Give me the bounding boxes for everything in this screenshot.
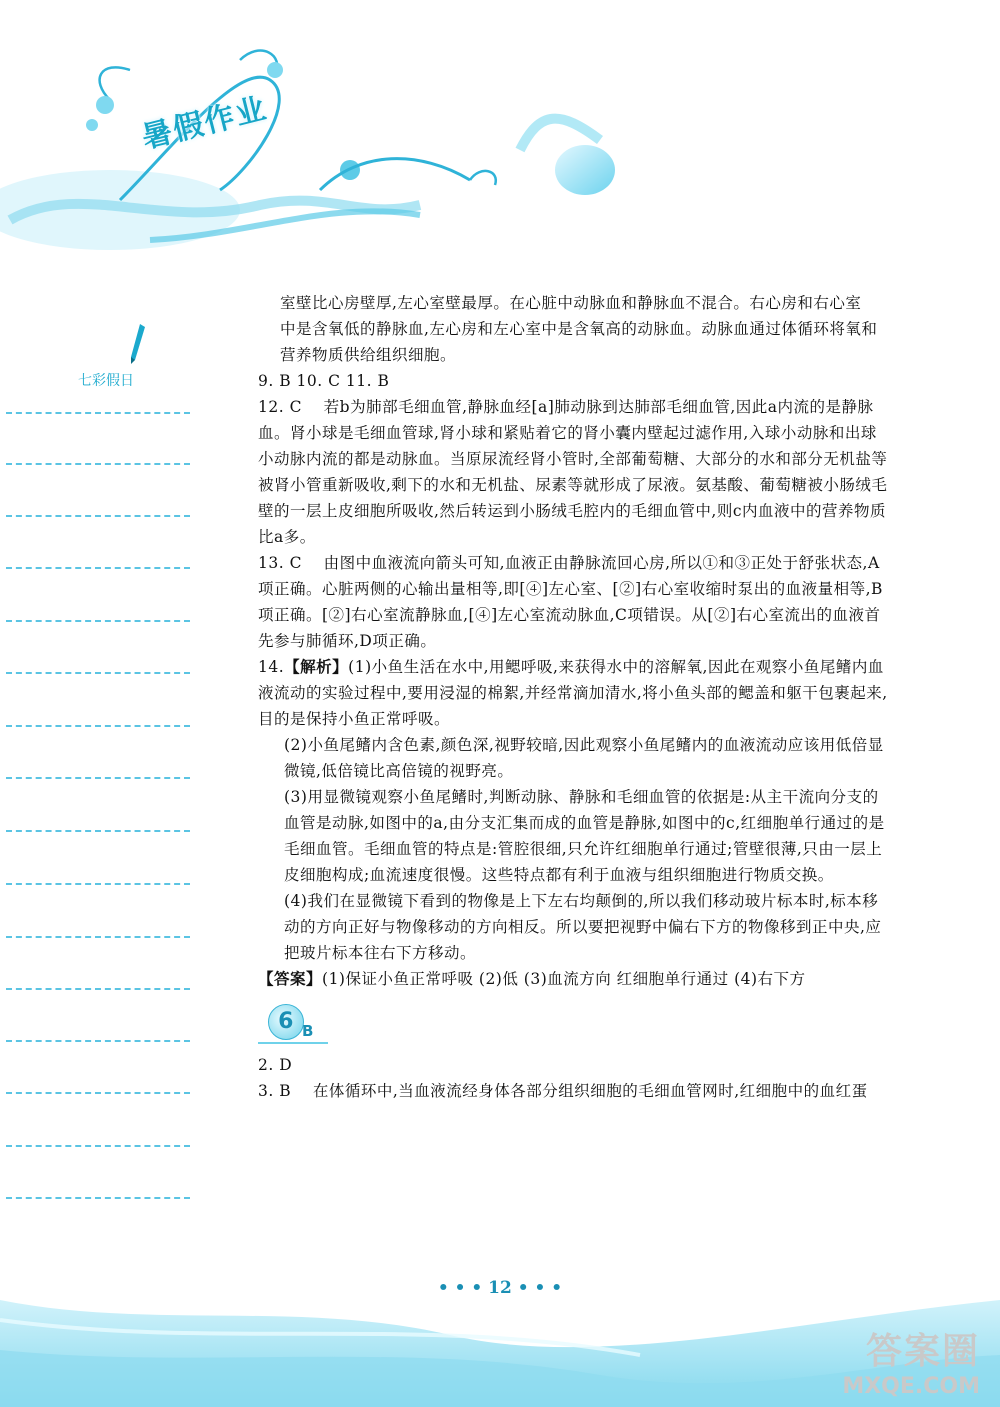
note-line <box>6 830 190 832</box>
question-3 <box>258 1078 890 1104</box>
note-line <box>6 1145 190 1147</box>
note-line <box>6 988 190 990</box>
watermark <box>842 1323 980 1399</box>
question-explanation: 若b为肺部毛细血管,静脉血经[a]肺动脉到达肺部毛细血管,因此a内流的是静脉血。肾小球是毛细血管球,肾小球和紧贴着它的肾小囊内壁起过滤作用,入球小动脉和出球小动脉内流的都是动脉血。当原尿流经肾小管时,全部葡萄糖、大部分的水和部分无机盐等被肾小管重新吸收,剩下的水和无机盐、尿素等就形成了尿液。氨基酸、葡萄糖被小肠绒毛壁的一层上皮细胞所吸收,然后转运到小肠绒毛腔内的毛细血管中,则c内血液中的营养物质比a多。 <box>258 398 888 546</box>
note-line <box>6 620 190 622</box>
intro-line: 营养物质供给组织细胞。 <box>280 346 457 364</box>
note-line <box>6 567 190 569</box>
intro-line: 室壁比心房壁厚,左心室壁最厚。在心脏中动脉血和静脉血不混合。右心房和右心室 <box>280 294 862 312</box>
page-number: • • • 12 • • • <box>437 1278 563 1298</box>
question-number: 12. C <box>258 398 302 416</box>
note-line <box>6 1197 190 1199</box>
answer-content <box>258 290 890 1104</box>
note-line <box>6 1040 190 1042</box>
watermark-sub: MXQE.COM <box>842 1374 980 1399</box>
analysis-part-2: (2)小鱼尾鳍内含色素,颜色深,视野较暗,因此观察小鱼尾鳍内的血液流动应该用低倍显微镜,低倍镜比高倍镜的视野亮。 <box>284 736 884 780</box>
note-line <box>6 725 190 727</box>
analysis-tag: 【解析】 <box>284 657 349 676</box>
question-number: 14. <box>258 658 285 676</box>
note-line <box>6 412 190 414</box>
question-12 <box>258 394 890 550</box>
analysis-part-3: (3)用显微镜观察小鱼尾鳍时,判断动脉、静脉和毛细血管的依据是:从主干流向分支的血管是动脉,如图中的a,由分支汇集而成的血管是静脉,如图中的c,红细胞单行通过的是毛细血管。毛细血管的特点是:管腔很细,只允许红细胞单行通过;管壁很薄,只由一层上皮细胞构成;血流速度很慢。这些特点都有利于血液与组织细胞进行物质交换。 <box>284 788 885 884</box>
question-explanation: 由图中血液流向箭头可知,血液正由静脉流回心房,所以①和③正处于舒张状态,A项正确。心脏两侧的心输出量相等,即[④]左心室、[②]右心室收缩时泵出的血液量相等,B项正确。[②]右心室流静脉血,[④]左心室流动脉血,C项错误。从[②]右心室流出的血液首先参与肺循环,D项正确。 <box>258 554 883 650</box>
section-number: 6 <box>268 1004 304 1040</box>
answer-text: (1)保证小鱼正常呼吸 (2)低 (3)血流方向 红细胞单行通过 (4)右下方 <box>322 970 806 988</box>
banner-title: 暑假作业 <box>138 90 272 156</box>
section-badge <box>258 1002 890 1046</box>
pen-icon <box>128 322 148 366</box>
note-line <box>6 883 190 885</box>
question-number: 13. C <box>258 554 302 572</box>
sidebar-label: 七彩假日 <box>78 373 134 389</box>
note-line <box>6 672 190 674</box>
watermark-main: 答案圈 <box>865 1331 980 1372</box>
question-13 <box>258 550 890 654</box>
note-line <box>6 1092 190 1094</box>
question-number: 3. B <box>258 1082 292 1100</box>
note-line <box>6 463 190 465</box>
section-underline <box>258 1042 328 1044</box>
analysis-part-1: (1)小鱼生活在水中,用鳃呼吸,来获得水中的溶解氧,因此在观察小鱼尾鳍内血液流动的实验过程中,要用浸湿的棉絮,并经常滴加清水,将小鱼头部的鳃盖和躯干包裹起来,目的是保持小鱼正常呼吸。 <box>258 658 888 728</box>
header-banner-decoration <box>0 0 640 260</box>
question-14 <box>258 654 890 992</box>
note-line <box>6 515 190 517</box>
note-line <box>6 777 190 779</box>
answers-9-11: 9. B 10. C 11. B <box>258 372 390 390</box>
intro-line: 中是含氧低的静脉血,左心房和左心室中是含氧高的动脉血。动脉血通过体循环将氧和 <box>280 320 878 338</box>
answer-tag: 【答案】 <box>258 969 323 988</box>
section-letter: B <box>302 1022 314 1040</box>
intro-paragraph <box>258 290 890 368</box>
analysis-part-4: (4)我们在显微镜下看到的物像是上下左右均颠倒的,所以我们移动玻片标本时,标本移动的方向正好与物像移动的方向相反。所以要把视野中偏右下方的物像移到正中央,应把玻片标本往右下方移动。 <box>284 892 882 962</box>
note-line <box>6 936 190 938</box>
question-explanation: 在体循环中,当血液流经身体各部分组织细胞的毛细血管网时,红细胞中的血红蛋 <box>312 1082 868 1100</box>
answer-2: 2. D <box>258 1056 293 1074</box>
